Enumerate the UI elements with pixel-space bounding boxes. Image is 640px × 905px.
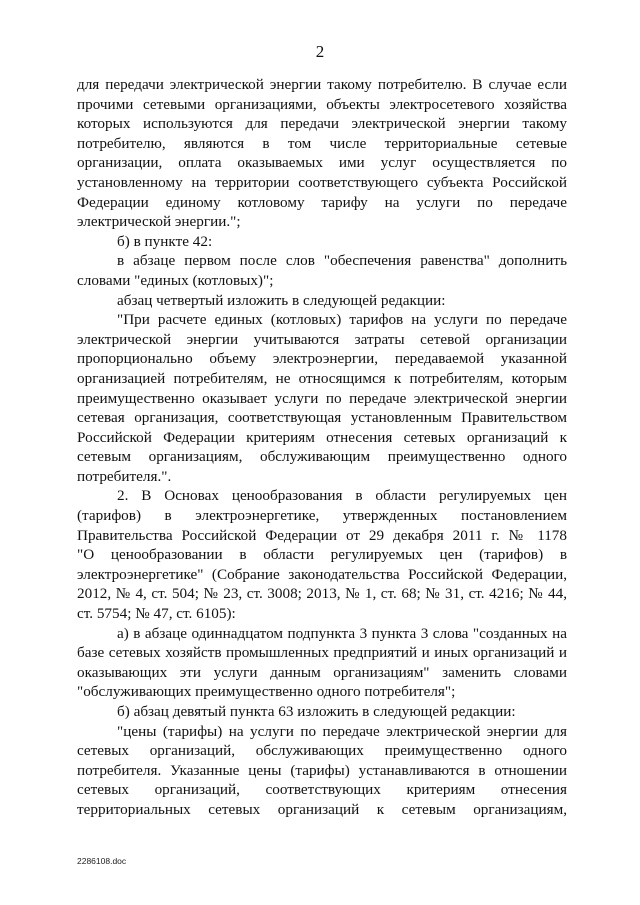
text-line: словами "единых (котловых)"; [77,271,274,289]
document-body [77,75,567,820]
text-line: Правительства Российской Федерации от 29 декабря 2011 г. № 1178 [77,526,567,544]
text-line: Российской Федерации критериям отнесения сетевых организаций к [77,428,567,446]
text-line: сетевая организация, соответствующая установленным Правительством [77,409,567,427]
text-line: абзац четвертый изложить в следующей редакции: [117,291,446,309]
text-line: преимущественно оказывает услуги по передаче электрической энергии [77,389,567,407]
page-number: 2 [315,42,325,61]
text-line: "обслуживающих преимущественно одного потребителя"; [77,683,456,701]
text-line: прочими сетевыми организациями, объекты электросетевого хозяйства [77,95,567,113]
text-line: а) в абзаце одиннадцатом подпункта 3 пункта 3 слова "созданных на [117,624,567,642]
text-line: 2. В Основах ценообразования в области регулируемых цен [117,487,567,505]
text-line: оказывающих эти услуги данным организациям" заменить словами [77,663,567,681]
text-line: электрической энергии."; [77,213,241,231]
text-line: электроэнергетике" (Собрание законодательства Российской Федерации, [77,565,567,583]
text-line: сетевым организациям, обслуживающим преимущественно одного [77,448,567,466]
text-line: организации, оплата оказываемых ими услуг осуществляется по [77,154,567,172]
text-line: 2012, № 4, ст. 504; № 23, ст. 3008; 2013, № 1, ст. 68; № 31, ст. 4216; № 44, [77,585,567,603]
text-line: для передачи электрической энергии такому потребителю. В случае если [77,76,567,93]
text-line: ст. 5754; № 47, ст. 6105): [77,605,236,623]
text-line: потребителя.". [77,467,172,485]
file-name-footer: 2286108.doc [77,856,127,866]
text-line: Федерации единому котловому тарифу на услуги по передаче [77,193,567,211]
text-line: "цены (тарифы) на услуги по передаче электрической энергии для [117,722,567,740]
text-line: в абзаце первом после слов "обеспечения равенства" дополнить [117,252,567,270]
text-line: установленному на территории соответствующего субъекта Российской [77,173,567,191]
text-line: б) абзац девятый пункта 63 изложить в следующей редакции: [117,703,516,720]
text-line: потребителя. Указанные цены (тарифы) устанавливаются в отношении [77,761,567,779]
text-line: сетевых организаций, обслуживающих преимущественно одного [77,742,567,760]
text-line: "О ценообразовании в области регулируемых цен (тарифов) в [77,546,567,564]
text-line: "При расчете единых (котловых) тарифов на услуги по передаче [117,311,567,329]
text-line: сетевых организаций, соответствующих критериям отнесения [77,781,567,799]
text-line: базе сетевых хозяйств промышленных предприятий и иных организаций и [77,644,567,662]
text-line: организацией потребителям, не относящимся к потребителям, которым [77,369,567,387]
text-line: потребителю, являются в том числе территориальные сетевые [77,134,567,152]
text-line: (тарифов) в электроэнергетике, утвержденных постановлением [77,507,567,525]
text-line: территориальных сетевых организаций к сетевым организациям, [77,800,567,818]
text-line: пропорционально объему электроэнергии, передаваемой указанной [77,350,567,368]
text-line: электрической энергии учитываются затраты сетевой организации [77,330,567,348]
text-line: которых используются для передачи электрической энергии такому [77,115,567,133]
text-line: б) в пункте 42: [117,232,213,250]
